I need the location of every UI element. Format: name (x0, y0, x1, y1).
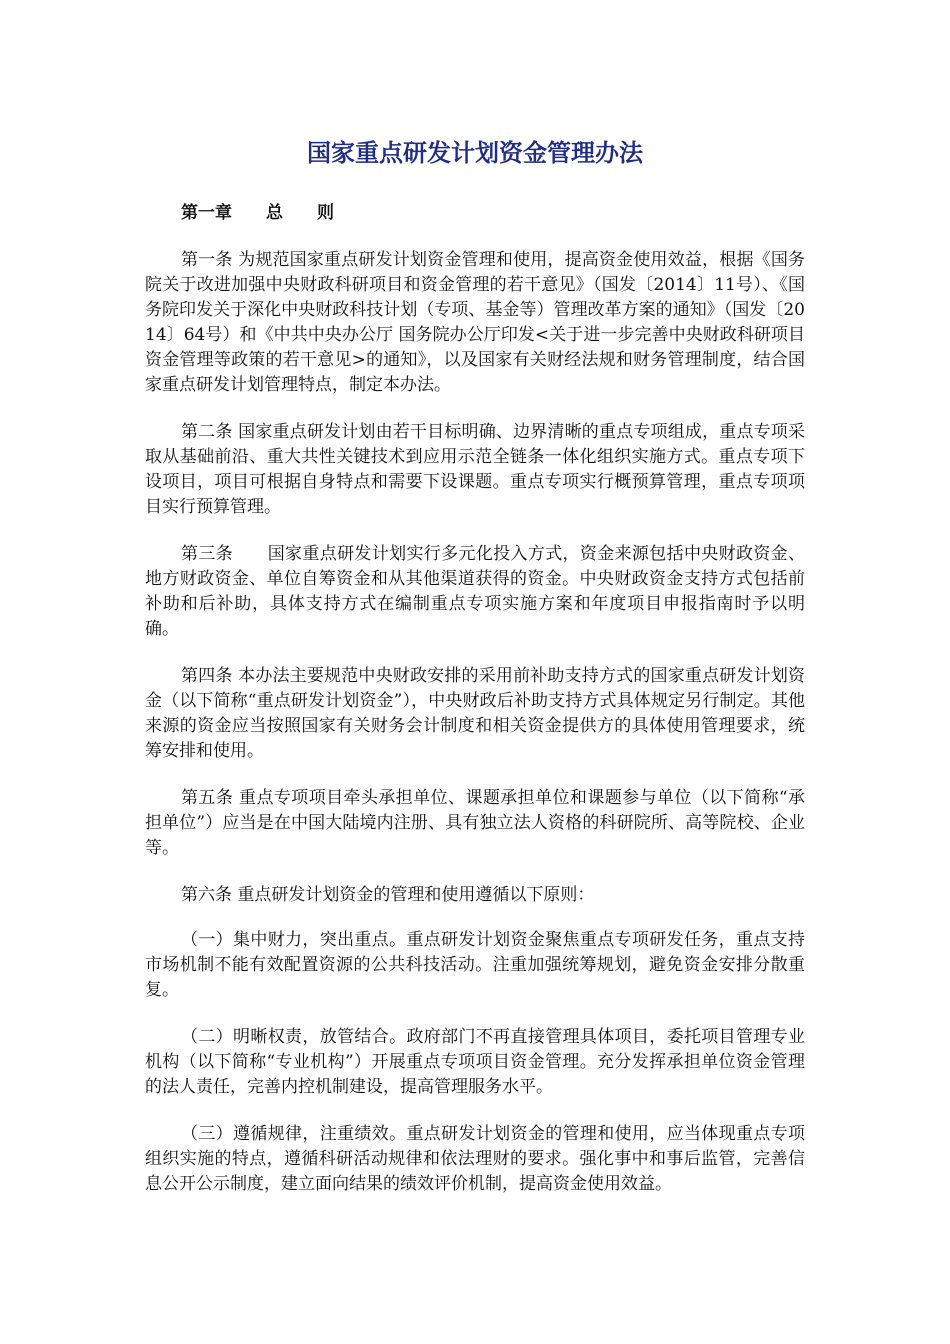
document-title: 国家重点研发计划资金管理办法 (307, 139, 643, 167)
article-2-paragraph: 第二条 国家重点研发计划由若干目标明确、边界清晰的重点专项组成，重点专项采取从基础前沿、重大共性关键技术到应用示范全链条一体化组织实施方式。重点专项下设项目，项目可根据自身特点和需要下设课题。重点专项实行概预算管理，重点专项项目实行预算管理。 (145, 422, 805, 517)
principle-2-paragraph: （二）明晰权责，放管结合。政府部门不再直接管理具体项目，委托项目管理专业机构（以下简称“专业机构”）开展重点专项项目资金管理。充分发挥承担单位资金管理的法人责任，完善内控机制建设，提高管理服务水平。 (145, 1027, 805, 1097)
article-6-paragraph: 第六条 重点研发计划资金的管理和使用遵循以下原则： (181, 885, 595, 905)
chapter-heading: 第一章 总 则 (181, 203, 334, 223)
principle-3-paragraph: （三）遵循规律，注重绩效。重点研发计划资金的管理和使用，应当体现重点专项组织实施的特点，遵循科研活动规律和依法理财的要求。强化事中和事后监管，完善信息公开公示制度，建立面向结果的绩效评价机制，提高资金使用效益。 (145, 1124, 805, 1194)
article-5-paragraph: 第五条 重点专项项目牵头承担单位、课题承担单位和课题参与单位（以下简称“承担单位”）应当是在中国大陆境内注册、具有独立法人资格的科研院所、高等院校、企业等。 (145, 788, 805, 858)
article-3-paragraph: 第三条 国家重点研发计划实行多元化投入方式，资金来源包括中央财政资金、地方财政资金、单位自筹资金和从其他渠道获得的资金。中央财政资金支持方式包括前补助和后补助，具体支持方式在编制重点专项实施方案和年度项目申报指南时予以明确。 (145, 544, 805, 639)
article-1-paragraph: 第一条 为规范国家重点研发计划资金管理和使用，提高资金使用效益，根据《国务院关于改进加强中央财政科研项目和资金管理的若干意见》（国发〔2014〕11号）、《国务院印发关于深化中央财政科技计划（专项、基金等）管理改革方案的通知》（国发〔2014〕64号）和《中共中央办公厅 国务院办公厅印发<关于进一步完善中央财政科研项目资金管理等政策的若干意见>的通知》，以及国家有关财经法规和财务管理制度，结合国家重点研发计划管理特点，制定本办法。 (145, 250, 805, 395)
article-4-paragraph: 第四条 本办法主要规范中央财政安排的采用前补助支持方式的国家重点研发计划资金（以下简称“重点研发计划资金”），中央财政后补助支持方式具体规定另行制定。其他来源的资金应当按照国家有关财务会计制度和相关资金提供方的具体使用管理要求，统筹安排和使用。 (145, 666, 805, 761)
document-body (145, 200, 805, 1219)
principle-1-paragraph: （一）集中财力，突出重点。重点研发计划资金聚焦重点专项研发任务，重点支持市场机制不能有效配置资源的公共科技活动。注重加强统筹规划，避免资金安排分散重复。 (145, 930, 805, 1000)
